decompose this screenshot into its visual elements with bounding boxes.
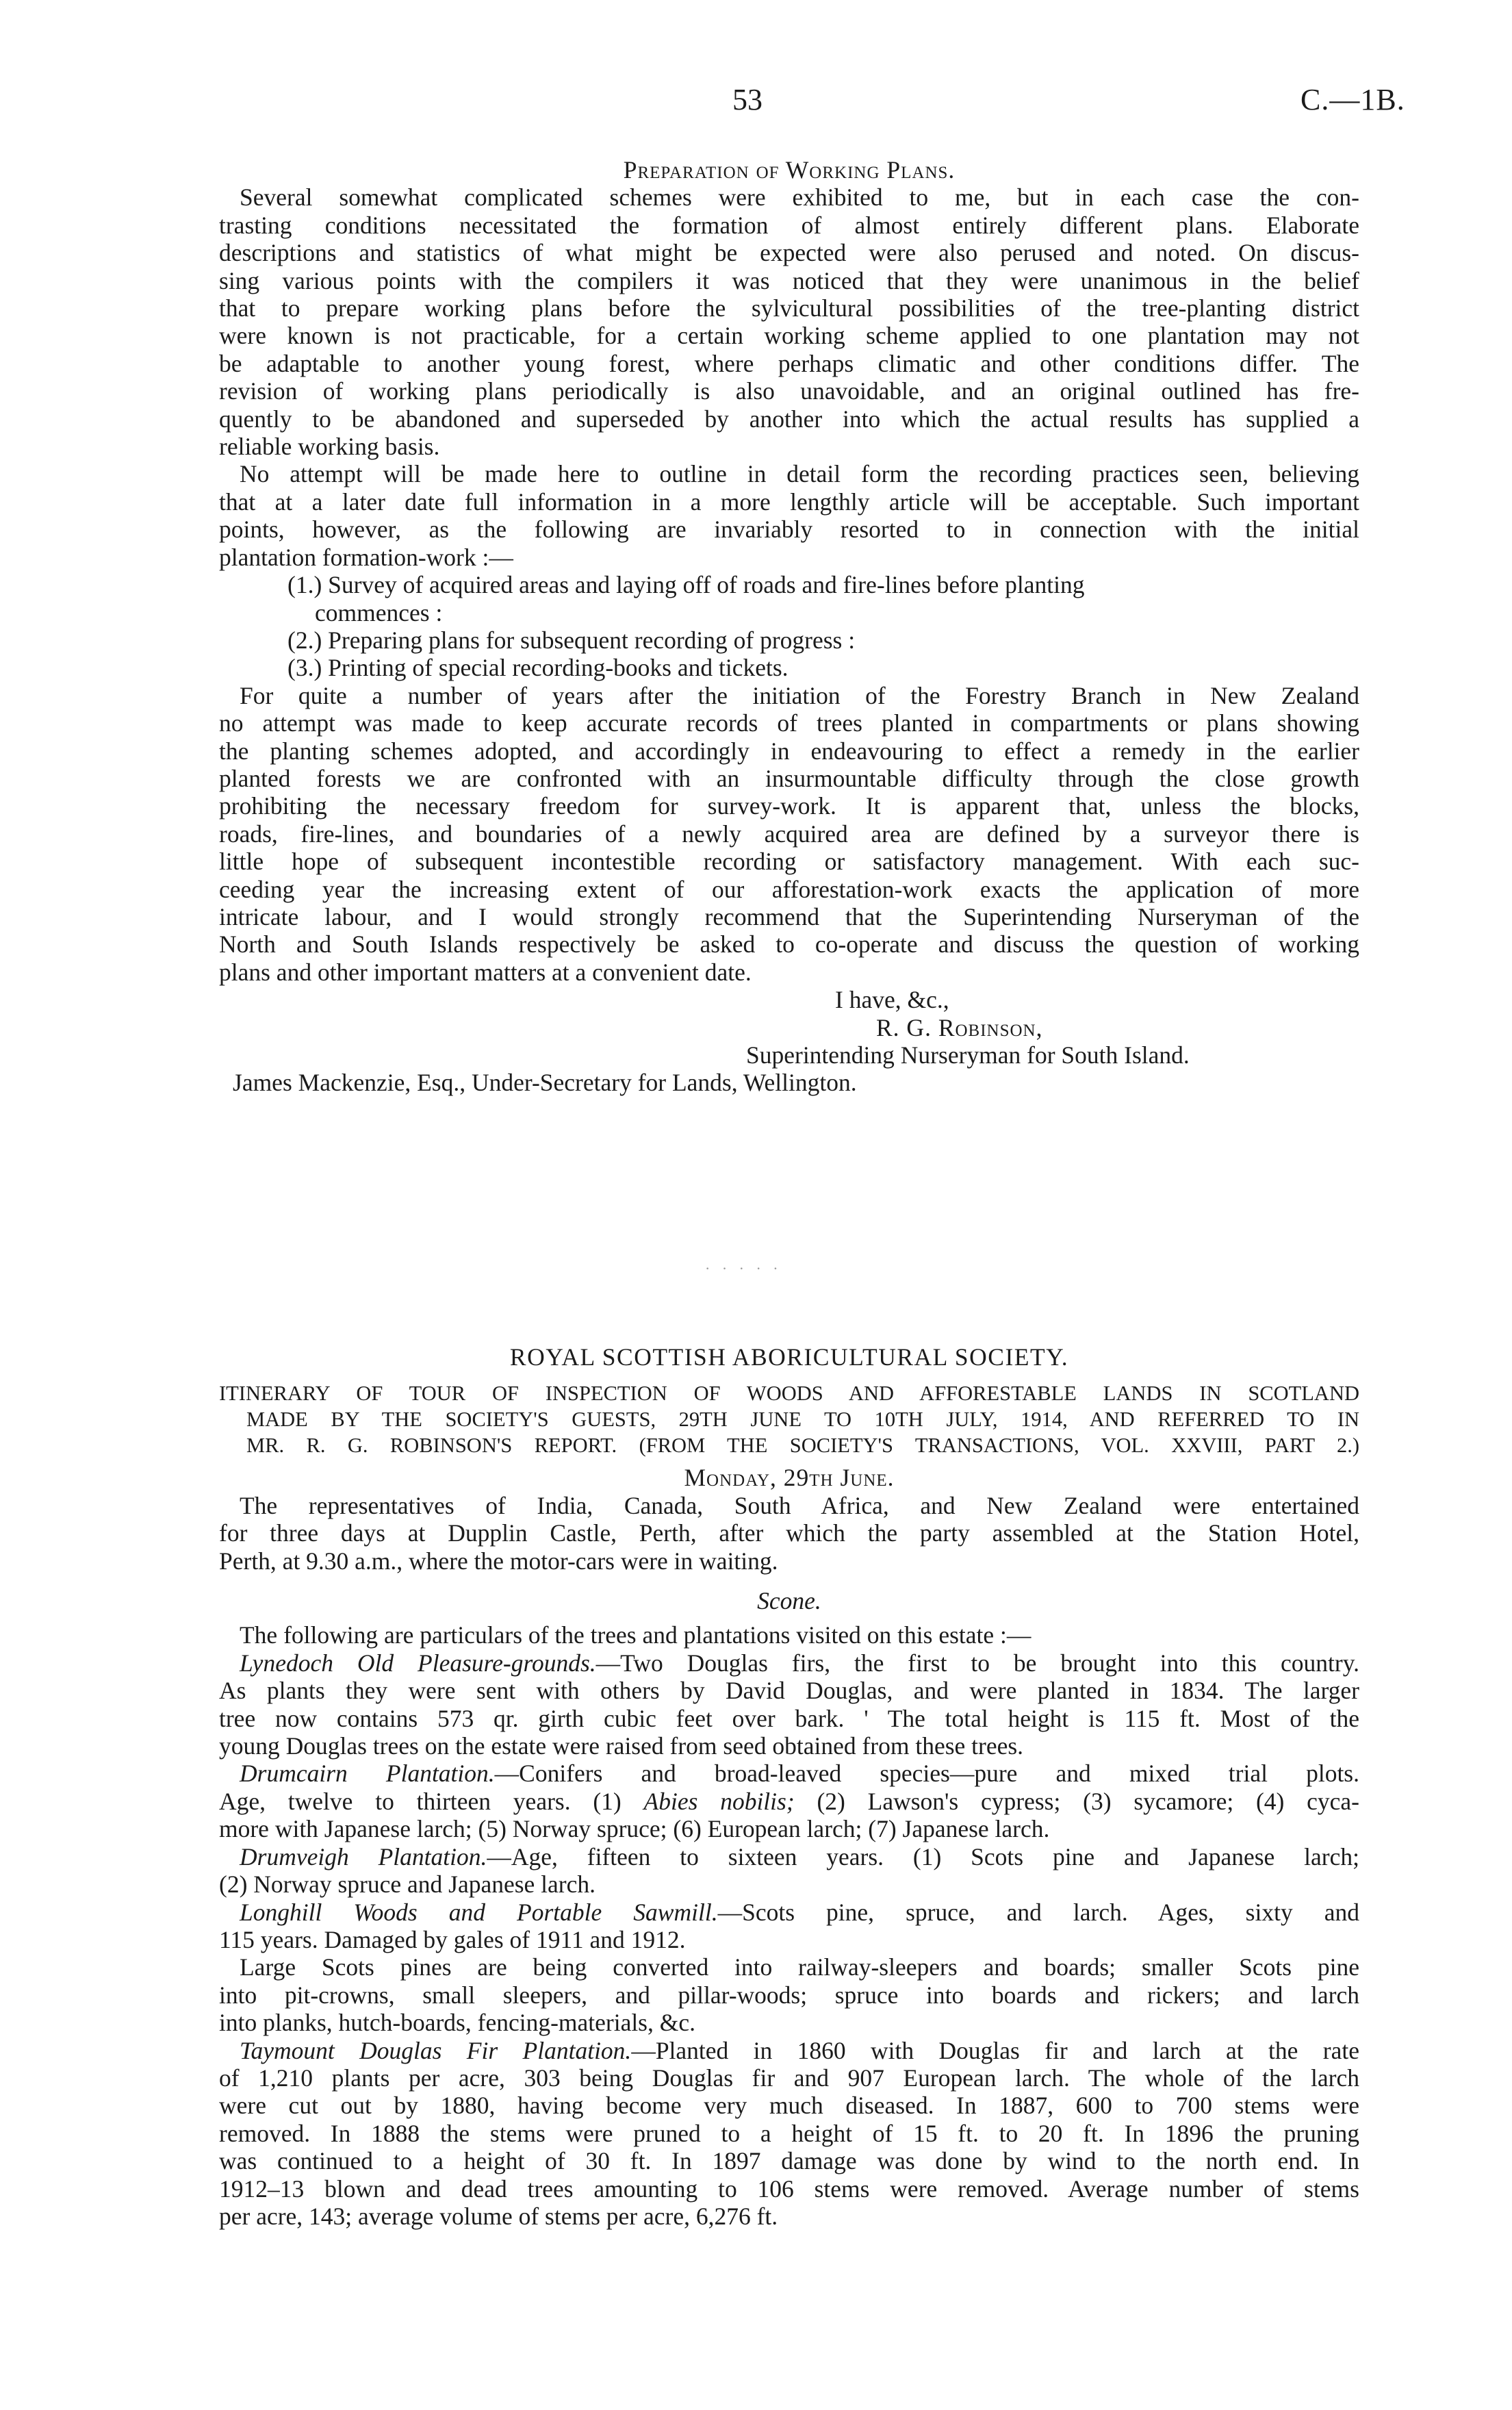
text-line: more with Japanese larch; (5) Norway spruce; (6) European larch; (7) Japanese larch. (219, 1815, 1050, 1843)
text-line: plantation formation-work :— (219, 543, 513, 571)
list-text-continued: commences : (315, 598, 443, 626)
paragraph (219, 1649, 1359, 1760)
text-line: planted forests we are confronted with an insurmountable difficulty through the close growth (219, 764, 1359, 792)
list-item (287, 654, 1359, 681)
text-line: trasting conditions necessitated the formation of almost entirely different plans. Elaborate (219, 211, 1359, 239)
text-line: descriptions and statistics of what might be expected were also perused and noted. On discus- (219, 239, 1359, 267)
plantation-name: Lynedoch Old Pleasure-grounds. (240, 1649, 596, 1677)
page-number: 53 (732, 83, 763, 116)
text-line (219, 1788, 1359, 1815)
working-plans-section (219, 156, 1359, 1097)
text-line: 115 years. Damaged by gales of 1911 and 1912. (219, 1925, 686, 1953)
plantation-name: Drumcairn Plantation. (240, 1760, 495, 1788)
text-line: Perth, at 9.30 a.m., where the motor-cars were in waiting. (219, 1547, 778, 1575)
text-line: MADE BY THE SOCIETY'S GUESTS, 29TH JUNE TO 10TH JULY, 1914, AND REFERRED TO IN (246, 1408, 1359, 1432)
text-line (219, 1649, 1359, 1677)
numbered-list (219, 571, 1359, 682)
text-line: that to prepare working plans before the sylvicultural possibilities of the tree-planting district (219, 294, 1359, 322)
day-heading: Monday, 29th June. (684, 1464, 895, 1492)
text-line: (2) Norway spruce and Japanese larch. (219, 1870, 596, 1899)
text-line: no attempt was made to keep accurate records of trees planted in compartments or plans showing (219, 709, 1359, 737)
text-line: sing various points with the compilers it was noticed that they were unanimous in the belief (219, 266, 1359, 294)
itinerary-heading (219, 1380, 1359, 1458)
list-text: Preparing plans for subsequent recording of progress : (328, 626, 856, 654)
text-line: As plants they were sent with others by David Douglas, and were planted in 1834. The larger (219, 1677, 1359, 1705)
text-line: points, however, as the following are invariably resorted to in connection with the initial (219, 516, 1359, 544)
paragraph (219, 1843, 1359, 1899)
paragraph (219, 1899, 1359, 1954)
text-run: (2) Lawson's cypress; (3) sycamore; (4) cyca- (794, 1787, 1359, 1815)
text-line: ceeding year the increasing extent of our afforestation-work exacts the application of more (219, 875, 1359, 903)
paragraph (219, 460, 1359, 571)
page-header (0, 82, 1512, 123)
text-line: of 1,210 plants per acre, 303 being Douglas fir and 907 European larch. The whole of the larch (219, 2064, 1359, 2092)
society-section (219, 1343, 1359, 2230)
list-item (287, 571, 1359, 598)
text-line (219, 2037, 1359, 2064)
text-line: per acre, 143; average volume of stems per acre, 6,276 ft. (219, 2202, 778, 2230)
text-line: MR. R. G. ROBINSON'S REPORT. (FROM THE SOCIETY'S TRANSACTIONS, VOL. XXVIII, PART 2.) (246, 1434, 1359, 1458)
list-number: (2.) (287, 626, 322, 654)
text-line: was continued to a height of 30 ft. In 1897 damage was done by wind to the north end. In (219, 2147, 1359, 2175)
text-run: —Planted in 1860 with Douglas fir and larch at the rate (631, 2036, 1359, 2064)
text-line: little hope of subsequent incontestible recording or satisfactory management. With each suc- (219, 848, 1359, 876)
list-number: (3.) (287, 654, 322, 682)
text-line (219, 1843, 1359, 1870)
text-line: into planks, hutch-boards, fencing-materials, &c. (219, 2009, 695, 2037)
paragraph (219, 2037, 1359, 2231)
text-line: The representatives of India, Canada, South Africa, and New Zealand were entertained (240, 1491, 1359, 1519)
list-item (287, 626, 1359, 654)
separator: · · · · · (705, 1260, 782, 1277)
text-run: —Conifers and broad-leaved species—pure and mixed trial plots. (494, 1760, 1359, 1788)
text-line: Several somewhat complicated schemes were exhibited to me, but in each case the con- (240, 183, 1359, 212)
text-line: reliable working basis. (219, 433, 440, 461)
closing: I have, &c., (835, 986, 949, 1014)
text-line: 1912–13 blown and dead trees amounting to 106 stems were removed. Average number of stems (219, 2174, 1359, 2203)
paragraph (219, 1760, 1359, 1842)
text-line: into pit-crowns, small sleepers, and pillar-woods; spruce into boards and rickers; and larch (219, 1981, 1359, 2009)
text-line: No attempt will be made here to outline in detail form the recording practices seen, believing (240, 460, 1359, 488)
signer-title: Superintending Nurseryman for South Island. (746, 1041, 1190, 1069)
plantation-name: Drumveigh Plantation. (240, 1842, 487, 1870)
document-reference: C.—1B. (1300, 83, 1405, 116)
text-run: —Scots pine, spruce, and larch. Ages, sixty and (717, 1898, 1359, 1926)
addressee: James Mackenzie, Esq., Under-Secretary for Lands, Wellington. (233, 1069, 857, 1097)
estate-name: Scone. (757, 1587, 821, 1615)
text-line: removed. In 1888 the stems were pruned to a height of 15 ft. to 20 ft. In 1896 the pruning (219, 2119, 1359, 2147)
estate-intro: The following are particulars of the trees and plantations visited on this estate :— (240, 1621, 1032, 1649)
text-line: prohibiting the necessary freedom for survey-work. It is apparent that, unless the blocks, (219, 792, 1359, 820)
text-line: intricate labour, and I would strongly recommend that the Superintending Nurseryman of the (219, 902, 1359, 930)
paragraph (219, 682, 1359, 986)
text-line: For quite a number of years after the initiation of the Forestry Branch in New Zealand (240, 681, 1359, 709)
text-line: the planting schemes adopted, and accordingly in endeavouring to effect a remedy in the earlier (219, 737, 1359, 765)
signer-name: R. G. Robinson, (876, 1013, 1043, 1041)
text-run: Age, twelve to thirteen years. (1) (219, 1787, 644, 1815)
text-run: —Age, fifteen to sixteen years. (1) Scots pine and Japanese larch; (487, 1842, 1359, 1870)
plantation-name: Taymount Douglas Fir Plantation. (240, 2036, 632, 2064)
text-line: North and South Islands respectively be asked to co-operate and discuss the question of working (219, 930, 1359, 959)
paragraph (219, 1492, 1359, 1575)
text-line: roads, fire-lines, and boundaries of a newly acquired area are defined by a surveyor there is (219, 820, 1359, 848)
text-line: quently to be abandoned and superseded by another into which the actual results has supplied a (219, 405, 1359, 433)
text-run: —Two Douglas firs, the first to be brought into this country. (595, 1649, 1360, 1677)
text-line: tree now contains 573 qr. girth cubic feet over bark. ' The total height is 115 ft. Most of the (219, 1704, 1359, 1732)
section-heading: Preparation of Working Plans. (623, 156, 956, 183)
species-name: Abies nobilis; (643, 1787, 795, 1815)
text-line: ITINERARY OF TOUR OF INSPECTION OF WOODS AND AFFORESTABLE LANDS IN SCOTLAND (219, 1382, 1359, 1406)
society-heading: ROYAL SCOTTISH ABORICULTURAL SOCIETY. (509, 1343, 1069, 1371)
list-number: (1.) (287, 571, 322, 599)
list-text: Printing of special recording-books and tickets. (328, 654, 789, 682)
text-line: Large Scots pines are being converted into railway-sleepers and boards; smaller Scots pine (240, 1953, 1359, 1981)
paragraph (219, 183, 1359, 460)
plantation-name: Longhill Woods and Portable Sawmill. (240, 1898, 718, 1926)
text-line: young Douglas trees on the estate were raised from seed obtained from these trees. (219, 1732, 1024, 1760)
text-line: that at a later date full information in a more lengthly article will be acceptable. Such important (219, 487, 1359, 516)
list-text: Survey of acquired areas and laying off of roads and fire-lines before planting (328, 571, 1085, 599)
text-line: for three days at Dupplin Castle, Perth, after which the party assembled at the Station Hotel, (219, 1519, 1359, 1547)
text-line: be adaptable to another young forest, where perhaps climatic and other conditions differ. The (219, 349, 1359, 377)
text-line: were cut out by 1880, having become very much diseased. In 1887, 600 to 700 stems were (219, 2092, 1359, 2120)
text-line (219, 1760, 1359, 1787)
text-line (219, 1899, 1359, 1926)
text-line: revision of working plans periodically is also unavoidable, and an original outlined has fre- (219, 377, 1359, 405)
text-line: were known is not practicable, for a certain working scheme applied to one plantation may not (219, 322, 1359, 350)
estate-heading (219, 1587, 1359, 1614)
paragraph (219, 1953, 1359, 2036)
text-line: plans and other important matters at a convenient date. (219, 958, 752, 986)
